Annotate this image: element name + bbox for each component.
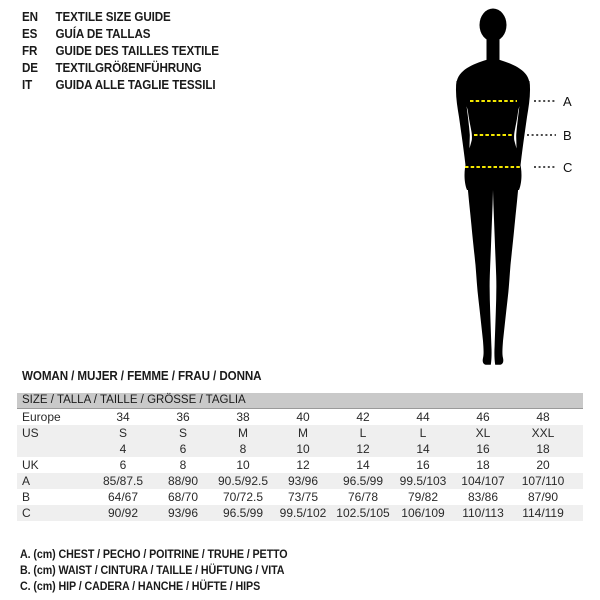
size-value-cell: 16 — [416, 458, 430, 472]
language-code: DE — [22, 61, 38, 75]
size-value-cell: M — [273, 425, 333, 441]
language-guide-title: GUÍA DE TALLAS — [55, 27, 151, 41]
size-value-cell: XL — [453, 425, 513, 441]
size-value-cell: 12 — [333, 441, 393, 457]
size-value-cell: 14 — [393, 441, 453, 457]
size-value-cell: 83/86 — [467, 490, 499, 504]
spacer-cell — [573, 409, 583, 426]
table-section-title: WOMAN / MUJER / FEMME / FRAU / DONNA — [22, 369, 262, 383]
size-table-row — [17, 489, 583, 505]
size-table-row — [17, 473, 583, 489]
size-value-cell: 18 — [476, 458, 490, 472]
size-value-cell: 64/67 — [107, 490, 139, 504]
language-row — [22, 26, 219, 43]
size-value-cell: 16 — [453, 441, 513, 457]
size-value-cell: 6 — [153, 441, 213, 457]
language-row — [22, 43, 219, 60]
size-value-cell: 8 — [179, 458, 187, 472]
size-value-cell: 85/87.5 — [93, 473, 153, 489]
silhouette-left-leg — [467, 178, 493, 365]
size-value-cell: S — [153, 425, 213, 441]
marker-label-waist: B — [563, 128, 572, 143]
size-table-row — [17, 505, 583, 521]
size-value-cell: 10 — [236, 458, 250, 472]
size-value-cell: 34 — [116, 410, 130, 424]
size-value-cell: 107/110 — [513, 473, 573, 489]
language-row — [22, 60, 219, 77]
row-label: C — [17, 505, 93, 521]
woman-silhouette-figure — [430, 0, 600, 380]
size-value-cell: 48 — [536, 410, 550, 424]
language-title-block — [22, 9, 219, 94]
size-value-cell: 87/90 — [527, 490, 559, 504]
spacer-cell — [573, 457, 583, 473]
size-value-cell: 73/75 — [287, 490, 319, 504]
language-guide-title: TEXTILGRÖßENFÜHRUNG — [55, 61, 202, 75]
spacer-cell — [573, 425, 583, 441]
size-value-cell: 36 — [176, 410, 190, 424]
size-table-row — [17, 425, 583, 441]
size-value-cell: 79/82 — [407, 490, 439, 504]
size-value-cell: L — [393, 425, 453, 441]
language-code: ES — [22, 27, 38, 41]
size-table-row — [17, 441, 583, 457]
marker-label-chest: A — [563, 94, 572, 109]
size-value-cell: 4 — [93, 441, 153, 457]
language-row — [22, 77, 219, 94]
legend-line: C. (cm) HIP / CADERA / HANCHE / HÜFTE / HIPS — [20, 581, 261, 593]
language-guide-title: GUIDE DES TAILLES TEXTILE — [55, 44, 219, 58]
silhouette-right-leg — [493, 178, 519, 365]
size-value-cell: 110/113 — [453, 505, 513, 521]
size-value-cell: 8 — [213, 441, 273, 457]
size-value-cell: S — [93, 425, 153, 441]
size-value-cell: 12 — [296, 458, 310, 472]
spacer-cell — [573, 489, 583, 505]
size-value-cell: 14 — [356, 458, 370, 472]
language-guide-title: GUIDA ALLE TAGLIE TESSILI — [55, 78, 216, 92]
size-value-cell: 70/72.5 — [222, 490, 264, 504]
size-value-cell: 88/90 — [153, 473, 213, 489]
language-code: IT — [22, 78, 33, 92]
row-label: B — [22, 490, 31, 504]
language-guide-title: TEXTILE SIZE GUIDE — [55, 10, 171, 24]
row-label: Europe — [22, 410, 61, 424]
spacer-cell — [573, 473, 583, 489]
size-value-cell: 102.5/105 — [333, 505, 393, 521]
language-code: EN — [22, 10, 38, 24]
size-value-cell: 18 — [513, 441, 573, 457]
size-value-cell: 44 — [416, 410, 430, 424]
size-table-header-row — [17, 393, 583, 409]
size-value-cell: 46 — [476, 410, 490, 424]
size-value-cell: L — [333, 425, 393, 441]
size-value-cell: 90/92 — [93, 505, 153, 521]
silhouette-neck — [487, 32, 500, 63]
size-value-cell: 93/96 — [153, 505, 213, 521]
size-value-cell: 99.5/103 — [393, 473, 453, 489]
size-value-cell: 40 — [296, 410, 310, 424]
size-table-row — [17, 409, 583, 426]
size-value-cell: 104/107 — [453, 473, 513, 489]
size-value-cell: M — [213, 425, 273, 441]
size-table-header: SIZE / TALLA / TAILLE / GRÖSSE / TAGLIA — [17, 393, 583, 409]
size-table — [17, 393, 583, 521]
measurement-legend — [20, 547, 288, 595]
size-value-cell: 10 — [273, 441, 333, 457]
row-label — [17, 441, 93, 457]
size-value-cell: 90.5/92.5 — [213, 473, 273, 489]
size-value-cell: 42 — [356, 410, 370, 424]
size-value-cell: 76/78 — [347, 490, 379, 504]
row-label: US — [17, 425, 93, 441]
spacer-cell — [573, 441, 583, 457]
legend-line: A. (cm) CHEST / PECHO / POITRINE / TRUHE / PETTO — [20, 549, 288, 561]
size-value-cell: 114/119 — [513, 505, 573, 521]
size-value-cell: 93/96 — [273, 473, 333, 489]
size-value-cell: 106/109 — [393, 505, 453, 521]
legend-line: B. (cm) WAIST / CINTURA / TAILLE / HÜFTUNG / VITA — [20, 565, 285, 577]
size-value-cell: 99.5/102 — [273, 505, 333, 521]
row-label: UK — [22, 458, 39, 472]
size-value-cell: 96.5/99 — [333, 473, 393, 489]
size-table-row — [17, 457, 583, 473]
size-value-cell: 96.5/99 — [213, 505, 273, 521]
marker-label-hip: C — [563, 160, 573, 175]
woman-silhouette — [456, 9, 530, 365]
size-value-cell: 38 — [236, 410, 250, 424]
row-label: A — [17, 473, 93, 489]
size-value-cell: 68/70 — [167, 490, 199, 504]
size-value-cell: 6 — [119, 458, 127, 472]
size-value-cell: XXL — [513, 425, 573, 441]
size-value-cell: 20 — [536, 458, 550, 472]
language-code: FR — [22, 44, 38, 58]
spacer-cell — [573, 505, 583, 521]
language-row — [22, 9, 219, 26]
